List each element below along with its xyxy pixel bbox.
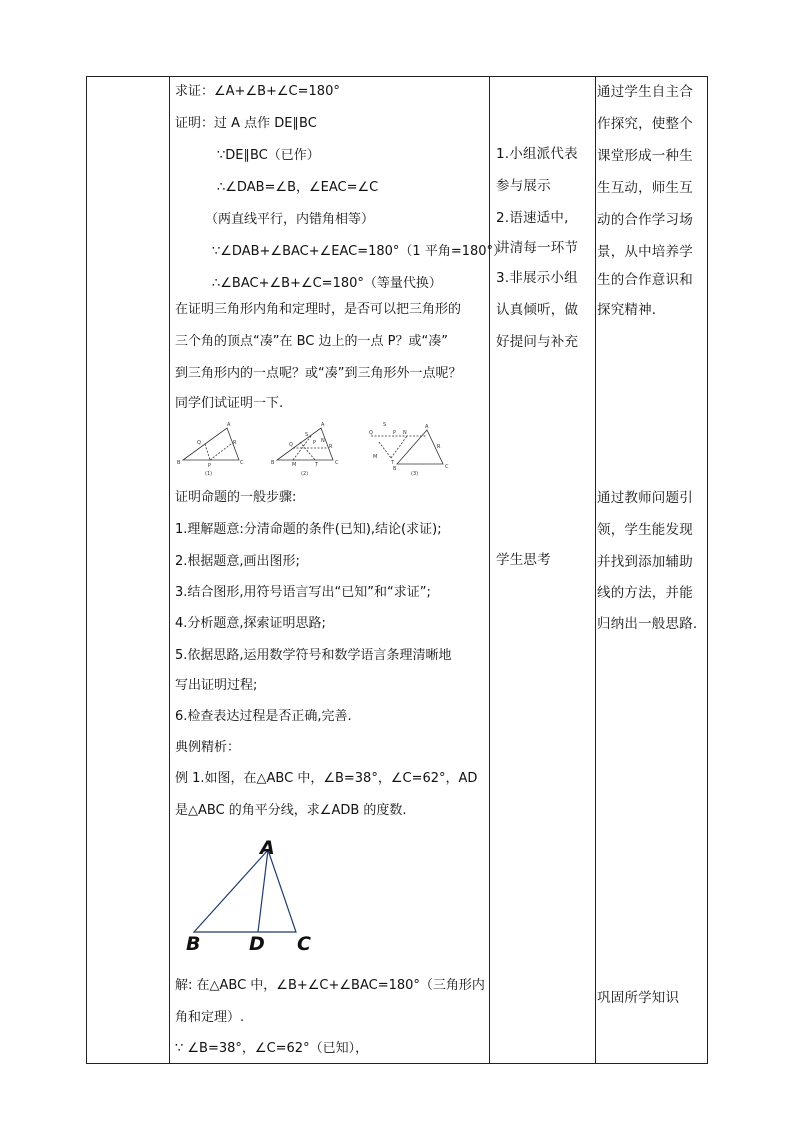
intent-line: 课堂形成一种生	[597, 148, 693, 164]
fig3-label: T	[391, 460, 395, 466]
point-d-label: D	[249, 933, 265, 955]
solution-line: ∵ ∠B=38°，∠C=62°（已知），	[175, 1041, 369, 1056]
student-line: 3.非展示小组	[496, 270, 578, 286]
intent-line: 生的合作意识和	[597, 272, 693, 288]
fig1-label: Q	[197, 440, 201, 446]
fig1-label: P	[208, 463, 212, 469]
fig3-label: R	[437, 444, 441, 450]
intent-line: 动的合作学习场	[597, 212, 693, 228]
solution-line: 解: 在△ABC 中，∠B+∠C+∠BAC=180°（三角形内	[175, 978, 485, 993]
fig3-label: A	[425, 424, 429, 430]
fig2-label: R	[329, 444, 333, 450]
intent-line: 巩固所学知识	[597, 990, 680, 1006]
fig1-caption: (1)	[205, 471, 213, 477]
fig3-caption: (3)	[411, 471, 419, 477]
fig1-label: R	[233, 440, 237, 446]
fig3-label: B	[393, 466, 397, 472]
intent-line: 景，从中培养学	[597, 244, 693, 260]
example-line: 是△ABC 的角平分线，求∠ADB 的度数.	[175, 803, 407, 818]
intent-line: 探究精神.	[597, 302, 657, 318]
student-line: 1.小组派代表	[496, 146, 578, 162]
fig3-label: N	[403, 430, 407, 436]
fig3-label: Q	[369, 430, 373, 436]
content-line: ∴∠DAB=∠B，∠EAC=∠C	[217, 180, 379, 195]
content-line: 到三角形内的一点呢？或“凑”到三角形外一点呢？	[175, 366, 462, 381]
content-line: 三个角的顶点“凑”在 BC 边上的一点 P？或“凑”	[175, 334, 448, 349]
content-line: ∵DE∥BC（已作）	[217, 148, 320, 163]
fig2-label: B	[271, 460, 275, 466]
fig3-label: P	[393, 430, 397, 436]
step-line: 4.分析题意,探索证明思路;	[175, 616, 326, 631]
step-line: 写出证明过程;	[175, 678, 258, 693]
fig2-label: M	[292, 462, 297, 468]
student-line: 参与展示	[496, 178, 551, 194]
fig2-label: P	[313, 440, 317, 446]
fig2-label: N	[321, 438, 325, 444]
step-line: 6.检查表达过程是否正确,完善.	[175, 709, 352, 724]
step-line: 5.依据思路,运用数学符号和数学语言条理清晰地	[175, 648, 452, 663]
fig2-label: Q	[289, 442, 293, 448]
fig2-label: T	[315, 462, 319, 468]
fig1-label: B	[177, 460, 181, 466]
fig3-label: S	[383, 422, 387, 428]
step-line: 3.结合图形,用符号语言写出“已知”和“求证”;	[175, 585, 431, 600]
intent-line: 并找到添加辅助	[597, 554, 693, 570]
fig2-label: S	[305, 432, 309, 438]
step-line: 1.理解题意:分清命题的条件(已知),结论(求证);	[175, 522, 442, 537]
intent-line: 线的方法，并能	[597, 585, 693, 601]
intent-line: 作探究，使整个	[597, 116, 693, 132]
fig2-label: C	[335, 460, 339, 466]
steps-heading: 证明命题的一般步骤:	[175, 490, 297, 505]
fig2-label: A	[321, 422, 325, 428]
fig3-label: C	[445, 464, 449, 470]
fig2-caption: (2)	[301, 471, 309, 477]
student-line: 学生思考	[496, 552, 551, 568]
solution-line: 角和定理）.	[175, 1010, 245, 1025]
fig3-label: M	[373, 454, 378, 460]
fig1-label: C	[240, 460, 244, 466]
content-line: 在证明三角形内角和定理时，是否可以把三角形的	[175, 302, 462, 317]
student-line: 认真倾听，做	[496, 302, 579, 318]
student-line: 2.语速适中,	[496, 210, 569, 226]
student-line: 好提问与补充	[496, 334, 579, 350]
step-line: 2.根据题意,画出图形;	[175, 554, 300, 569]
vertex-c-label: C	[297, 933, 311, 955]
intent-line: 领，学生能发现	[597, 522, 693, 538]
student-line: 讲清每一环节	[496, 240, 579, 256]
content-line: ∴∠BAC+∠B+∠C=180°（等量代换）	[212, 276, 442, 291]
fig1-label: A	[227, 422, 231, 428]
content-line: （两直线平行，内错角相等）	[205, 212, 375, 227]
content-line: 证明：过 A 点作 DE∥BC	[175, 116, 317, 131]
vertex-b-label: B	[186, 933, 201, 955]
content-line: 求证：∠A+∠B+∠C=180°	[175, 84, 340, 99]
example-heading: 典例精析：	[175, 740, 241, 755]
intent-line: 通过教师问题引	[597, 490, 693, 506]
intent-line: 归纳出一般思路.	[597, 616, 698, 632]
intent-line: 生互动，师生互	[597, 180, 693, 196]
content-line: ∵∠DAB+∠BAC+∠EAC=180°（1 平角=180°）	[212, 244, 507, 259]
example-line: 例 1.如图，在△ABC 中，∠B=38°，∠C=62°，AD	[175, 771, 478, 786]
intent-line: 通过学生自主合	[597, 84, 693, 100]
content-line: 同学们试证明一下.	[175, 396, 284, 411]
vertex-a-label: A	[260, 837, 275, 859]
